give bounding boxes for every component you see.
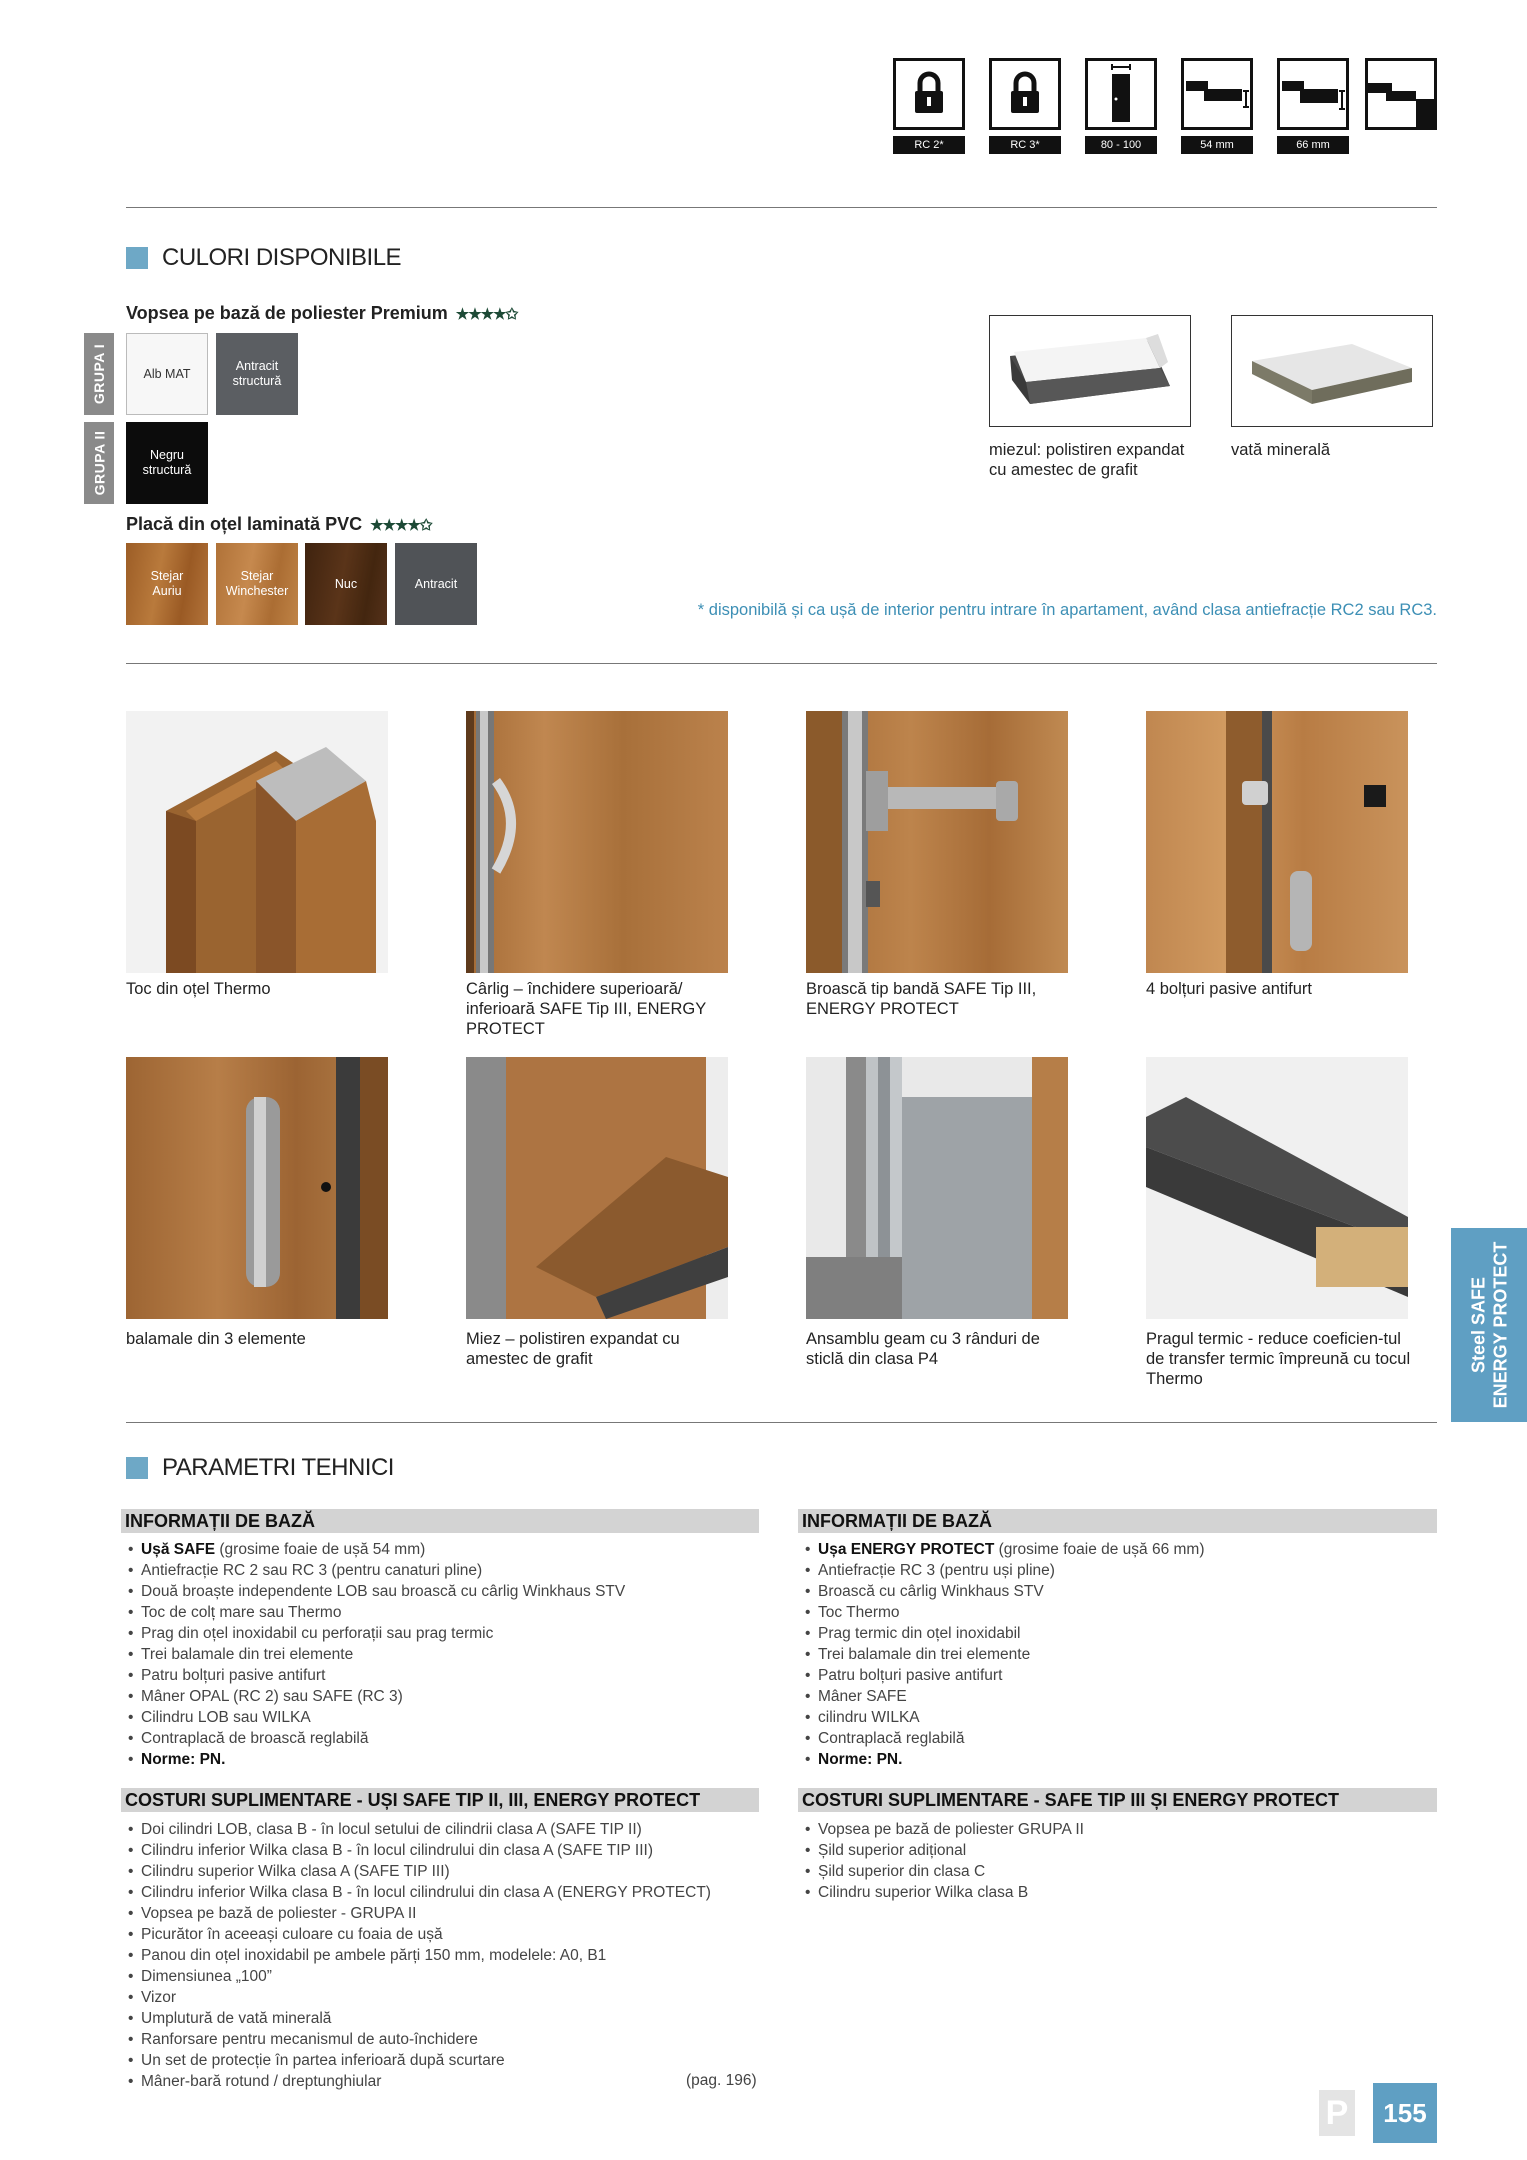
list-item: • Cilindru superior Wilka clasa A (SAFE TIP III): [126, 1861, 756, 1882]
photo-passive-bolts: [1146, 711, 1408, 973]
side-tab-product[interactable]: Steel SAFE ENERGY PROTECT: [1451, 1228, 1527, 1422]
list-item: • Toc de colț mare sau Thermo: [126, 1602, 756, 1623]
list-item: • Cilindru inferior Wilka clasa B - în locul cilindrului din clasa A (SAFE TIP III): [126, 1840, 756, 1861]
info-header-safe: INFORMAȚII DE BAZĂ: [121, 1509, 759, 1533]
list-item: • Ușa ENERGY PROTECT (grosime foaie de ușă 66 mm): [803, 1539, 1433, 1560]
feature-caption: Cârlig – închidere superioară/ inferioară SAFE Tip III, ENERGY PROTECT: [466, 980, 706, 1038]
icon-label: RC 3*: [989, 136, 1061, 154]
list-item: • Norme: PN.: [803, 1749, 1433, 1770]
feature-caption: balamale din 3 elemente: [126, 1330, 306, 1348]
list-item: • Prag din oțel inoxidabil cu perforații sau prag termic: [126, 1623, 756, 1644]
pvc-swatch-stejar-auriu: Stejar Auriu: [126, 543, 208, 625]
list-item: • Toc Thermo: [803, 1602, 1433, 1623]
section-title-colors: CULORI DISPONIBILE: [126, 244, 401, 272]
photo-graphite-core: [466, 1057, 728, 1319]
feature-caption: 4 bolțuri pasive antifurt: [1146, 980, 1313, 998]
rating-stars-icon: ★★★★✩: [455, 305, 518, 323]
section-title-params: PARAMETRI TEHNICI: [126, 1454, 394, 1482]
photo-steel-frame-thermo: [126, 711, 388, 973]
list-item: • Două broaște independente LOB sau broască cu cârlig Winkhaus STV: [126, 1581, 756, 1602]
pvc-title: Placă din oțel laminată PVC ★★★★✩: [126, 514, 432, 534]
divider: [126, 663, 1437, 664]
feature-caption: Toc din oțel Thermo: [126, 980, 271, 998]
color-swatch-alb-mat: Alb MAT: [126, 333, 208, 415]
icon-label: 80 - 100: [1085, 136, 1157, 154]
photo-3-element-hinges: [126, 1057, 388, 1319]
list-item: • Ușă SAFE (grosime foaie de ușă 54 mm): [126, 1539, 756, 1560]
info-list-safe: [126, 1539, 756, 1770]
list-item: • Prag termic din oțel inoxidabil: [803, 1623, 1433, 1644]
divider: [126, 207, 1437, 208]
feature-caption: Broască tip bandă SAFE Tip III, ENERGY PROTECT: [806, 980, 1037, 1018]
list-item: • Patru bolțuri pasive antifurt: [126, 1665, 756, 1686]
costs-list-safe: [126, 1819, 756, 2092]
feature-caption: Ansamblu geam cu 3 rânduri de sticlă din clasa P4: [806, 1330, 1040, 1368]
list-item: • Norme: PN.: [126, 1749, 756, 1770]
list-item: • Panou din oțel inoxidabil pe ambele părți 150 mm, modelele: A0, B1: [126, 1945, 756, 1966]
costs-header-safe: COSTURI SUPLIMENTARE - UȘI SAFE TIP II, III, ENERGY PROTECT: [121, 1788, 759, 1812]
section-square-icon: [126, 247, 148, 269]
group-tab-1: GRUPA I: [84, 333, 114, 415]
list-item: • Șild superior din clasa C: [803, 1861, 1433, 1882]
core-image-mineral-wool: [1231, 315, 1433, 427]
photo-hook-lock: [466, 711, 728, 973]
list-item: • Trei balamale din trei elemente: [803, 1644, 1433, 1665]
list-item: • Șild superior adițional: [803, 1840, 1433, 1861]
page-reference: (pag. 196): [686, 2072, 757, 2089]
pvc-swatch-antracit: Antracit: [395, 543, 477, 625]
list-item: • Mâner OPAL (RC 2) sau SAFE (RC 3): [126, 1686, 756, 1707]
list-item: • Cilindru superior Wilka clasa B: [803, 1882, 1433, 1903]
info-list-energy: [803, 1539, 1433, 1770]
list-item: • Vopsea pe bază de poliester GRUPA II: [803, 1819, 1433, 1840]
costs-list-energy: [803, 1819, 1433, 1903]
padlock-icon: [989, 58, 1061, 130]
threshold-icon: [1365, 58, 1437, 130]
icon-label: 54 mm: [1181, 136, 1253, 154]
list-item: • Mâner-bară rotund / dreptunghiular: [126, 2071, 756, 2092]
pvc-swatch-stejar-winchester: Stejar Winchester: [216, 543, 298, 625]
list-item: • Patru bolțuri pasive antifurt: [803, 1665, 1433, 1686]
core-label-mineral-wool: vată minerală: [1231, 441, 1331, 459]
icon-label: 66 mm: [1277, 136, 1349, 154]
list-item: • Antiefracție RC 2 sau RC 3 (pentru canaturi pline): [126, 1560, 756, 1581]
photo-thermal-threshold: [1146, 1057, 1408, 1319]
list-item: • Ranforsare pentru mecanismul de auto-închidere: [126, 2029, 756, 2050]
page-number: 155: [1373, 2083, 1437, 2143]
list-item: • Umplutură de vată minerală: [126, 2008, 756, 2029]
list-item: • Un set de protecție în partea inferioară după scurtare: [126, 2050, 756, 2071]
list-item: • Contraplacă reglabilă: [803, 1728, 1433, 1749]
group-tab-2: GRUPA II: [84, 422, 114, 504]
icon-label: RC 2*: [893, 136, 965, 154]
door-width-icon: [1085, 58, 1157, 130]
list-item: • Doi cilindri LOB, clasa B - în locul setului de cilindrii clasa A (SAFE TIP II): [126, 1819, 756, 1840]
color-swatch-negru-structura: Negru structură: [126, 422, 208, 504]
list-item: • Mâner SAFE: [803, 1686, 1433, 1707]
leaf-thickness-icon: [1181, 58, 1253, 130]
paint-title: Vopsea pe bază de poliester Premium ★★★★✩: [126, 303, 518, 323]
brand-logo-icon: P: [1319, 2090, 1355, 2136]
photo-glass-assembly: [806, 1057, 1068, 1319]
list-item: • Vizor: [126, 1987, 756, 2008]
feature-caption: Pragul termic - reduce coeficien-tul de transfer termic împreună cu tocul Thermo: [1146, 1330, 1411, 1388]
list-item: • cilindru WILKA: [803, 1707, 1433, 1728]
section-square-icon: [126, 1457, 148, 1479]
list-item: • Cilindru LOB sau WILKA: [126, 1707, 756, 1728]
leaf-thickness-icon: [1277, 58, 1349, 130]
pvc-swatch-nuc: Nuc: [305, 543, 387, 625]
list-item: • Trei balamale din trei elemente: [126, 1644, 756, 1665]
photo-band-lock: [806, 711, 1068, 973]
list-item: • Broască cu cârlig Winkhaus STV: [803, 1581, 1433, 1602]
info-header-energy: INFORMAȚII DE BAZĂ: [798, 1509, 1437, 1533]
core-image-polystyrene: [989, 315, 1191, 427]
divider: [126, 1422, 1437, 1423]
core-label-polystyrene: miezul: polistiren expandat cu amestec de grafit: [989, 441, 1185, 479]
list-item: • Vopsea pe bază de poliester - GRUPA II: [126, 1903, 756, 1924]
list-item: • Dimensiunea „100”: [126, 1966, 756, 1987]
rating-stars-icon: ★★★★✩: [370, 516, 432, 534]
costs-header-energy: COSTURI SUPLIMENTARE - SAFE TIP III ȘI ENERGY PROTECT: [798, 1788, 1437, 1812]
availability-note: * disponibilă și ca ușă de interior pentru intrare în apartament, având clasa antiefracție RC2 sau RC3.: [697, 601, 1437, 619]
list-item: • Contraplacă de broască reglabilă: [126, 1728, 756, 1749]
list-item: • Cilindru inferior Wilka clasa B - în locul cilindrului din clasa A (ENERGY PROTECT): [126, 1882, 756, 1903]
padlock-icon: [893, 58, 965, 130]
list-item: • Picurător în aceeași culoare cu foaia de ușă: [126, 1924, 756, 1945]
feature-caption: Miez – polistiren expandat cu amestec de grafit: [466, 1330, 680, 1368]
list-item: • Antiefracție RC 3 (pentru uși pline): [803, 1560, 1433, 1581]
color-swatch-antracit-structura: Antracit structură: [216, 333, 298, 415]
